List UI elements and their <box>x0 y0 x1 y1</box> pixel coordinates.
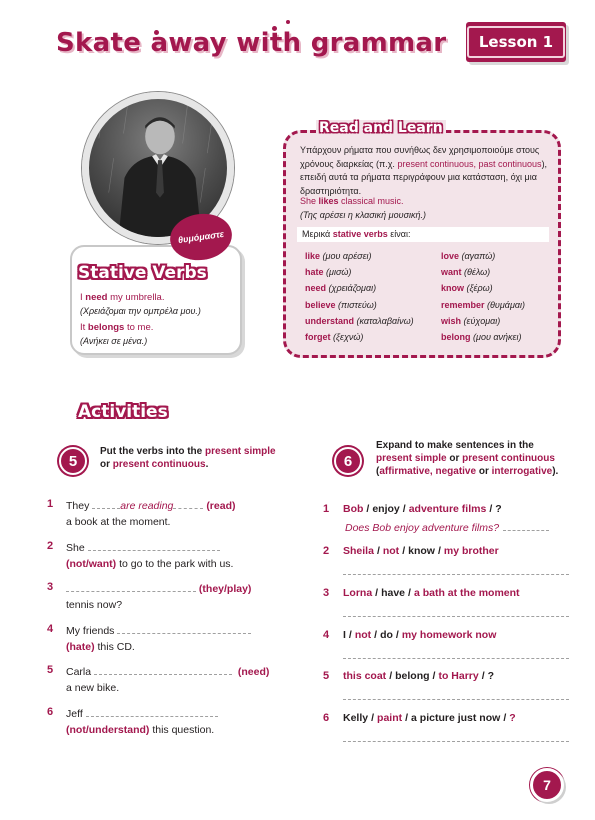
ex6-item-5-prompt: this coat / belong / to Harry / ? <box>343 670 495 682</box>
answer-blank[interactable] <box>92 498 120 509</box>
ex5-item-number: 1 <box>47 498 54 510</box>
verb-row: forget (ξεχνώ) belong (μου ανήκει) <box>305 332 522 343</box>
page-title: Skate away with grammar <box>56 28 447 58</box>
ex5-item-2-line2: (not/want) to go to the park with us. <box>66 558 234 570</box>
ex6-item-4-prompt: I / not / do / my homework now <box>343 629 497 641</box>
answer-line[interactable] <box>343 699 569 700</box>
ex5-item-4-line1: My friends <box>66 623 251 637</box>
verb-row: understand (καταλαβαίνω) wish (εύχομαι) <box>305 315 501 326</box>
ex6-item-3-prompt: Lorna / have / a bath at the moment <box>343 587 520 599</box>
verb-row: like (μου αρέσει) love (αγαπώ) <box>305 251 496 262</box>
ex6-item-number: 3 <box>323 587 330 599</box>
ex5-item-2-line1: She <box>66 540 220 554</box>
ex6-item-1-prompt: Bob / enjoy / adventure films / ? <box>343 503 502 515</box>
answer-line[interactable] <box>343 658 569 659</box>
read-and-learn-example-translation: (Της αρέσει η κλασική μουσική.) <box>300 210 426 220</box>
ex5-item-1-line1: They are reading (read) <box>66 500 236 512</box>
ex5-item-5-line1: Carla (need) <box>66 666 270 678</box>
answer-blank[interactable] <box>66 581 196 592</box>
stative-verbs-title: Stative Verbs <box>78 263 207 283</box>
exercise-6-number: 6 <box>334 447 362 475</box>
answer-blank[interactable] <box>503 520 549 531</box>
read-and-learn-title: Read and Learn <box>316 120 446 136</box>
answer-blank[interactable] <box>86 706 218 717</box>
answer-line[interactable] <box>343 616 569 617</box>
answer-blank[interactable] <box>88 540 220 551</box>
verb-row: need (χρειάζομαι) know (ξέρω) <box>305 283 493 294</box>
activities-heading: Activities <box>78 402 168 422</box>
remember-stamp: θυμόμαστε <box>167 210 235 264</box>
ex6-item-2-prompt: Sheila / not / know / my brother <box>343 545 499 557</box>
page-number: 7 <box>530 768 564 802</box>
ex5-item-number: 3 <box>47 581 54 593</box>
answer-blank[interactable] <box>94 664 232 675</box>
ex5-item-number: 6 <box>47 706 54 718</box>
answer-blank[interactable] <box>117 623 251 634</box>
exercise-5-instructions: Put the verbs into the present simple or present continuous. <box>100 446 276 470</box>
verb-row: hate (μισώ) want (θέλω) <box>305 267 491 278</box>
decor-dot <box>286 20 290 24</box>
lesson-badge <box>466 22 566 62</box>
ex5-item-1-line2: a book at the moment. <box>66 516 171 528</box>
ex5-item-3-line1: (they/play) <box>66 581 251 595</box>
stative-verbs-intro: Μερικά stative verbs είναι: <box>297 227 549 242</box>
exercise-5-number: 5 <box>59 447 87 475</box>
ex6-item-number: 6 <box>323 712 330 724</box>
verb-row: believe (πιστεύω) remember (θυμάμαι) <box>305 299 525 310</box>
ex5-item-4-line2: (hate) this CD. <box>66 641 135 653</box>
answer-line[interactable] <box>343 741 569 742</box>
stative-example-1: I need my umbrella. <box>80 292 165 303</box>
read-and-learn-explanation: Υπάρχουν ρήματα που συνήθως δεν χρησιμοποιούμε στους χρόνους διαρκείας (π.χ. present continuous, past continuous), επειδή αυτά τα ρήματα περιγράφουν μια κατάσταση, όχι μια δραστηριότητα. <box>300 145 548 196</box>
exercise-6-instructions: Expand to make sentences in the present simple or present continuous (affirmative, negative or interrogative). <box>376 440 559 477</box>
stative-verb-list <box>305 248 553 345</box>
lesson-label: Lesson 1 <box>467 26 565 58</box>
ex6-item-6-prompt: Kelly / paint / a picture just now / ? <box>343 712 516 724</box>
ex5-item-number: 4 <box>47 623 54 635</box>
ex5-item-6-line2: (not/understand) this question. <box>66 724 215 736</box>
ex6-item-number: 2 <box>323 545 330 557</box>
ex5-item-5-line2: a new bike. <box>66 682 120 694</box>
ex5-item-number: 5 <box>47 664 54 676</box>
read-and-learn-example: She likes classical music. <box>300 196 404 206</box>
stative-translation-2: (Ανήκει σε μένα.) <box>80 336 148 346</box>
ex5-item-3-line2: tennis now? <box>66 599 123 611</box>
ex5-item-number: 2 <box>47 540 54 552</box>
answer-line[interactable] <box>343 574 569 575</box>
ex6-item-1-answer: Does Bob enjoy adventure films? <box>345 520 549 534</box>
ex6-item-number: 5 <box>323 670 330 682</box>
ex6-item-number: 1 <box>323 503 330 515</box>
ex6-item-number: 4 <box>323 629 330 641</box>
ex5-item-6-line1: Jeff <box>66 706 218 720</box>
answer-blank[interactable] <box>173 498 203 509</box>
stative-translation-1: (Χρειάζομαι την ομπρέλα μου.) <box>80 306 201 316</box>
stative-example-2: It belongs to me. <box>80 322 154 333</box>
